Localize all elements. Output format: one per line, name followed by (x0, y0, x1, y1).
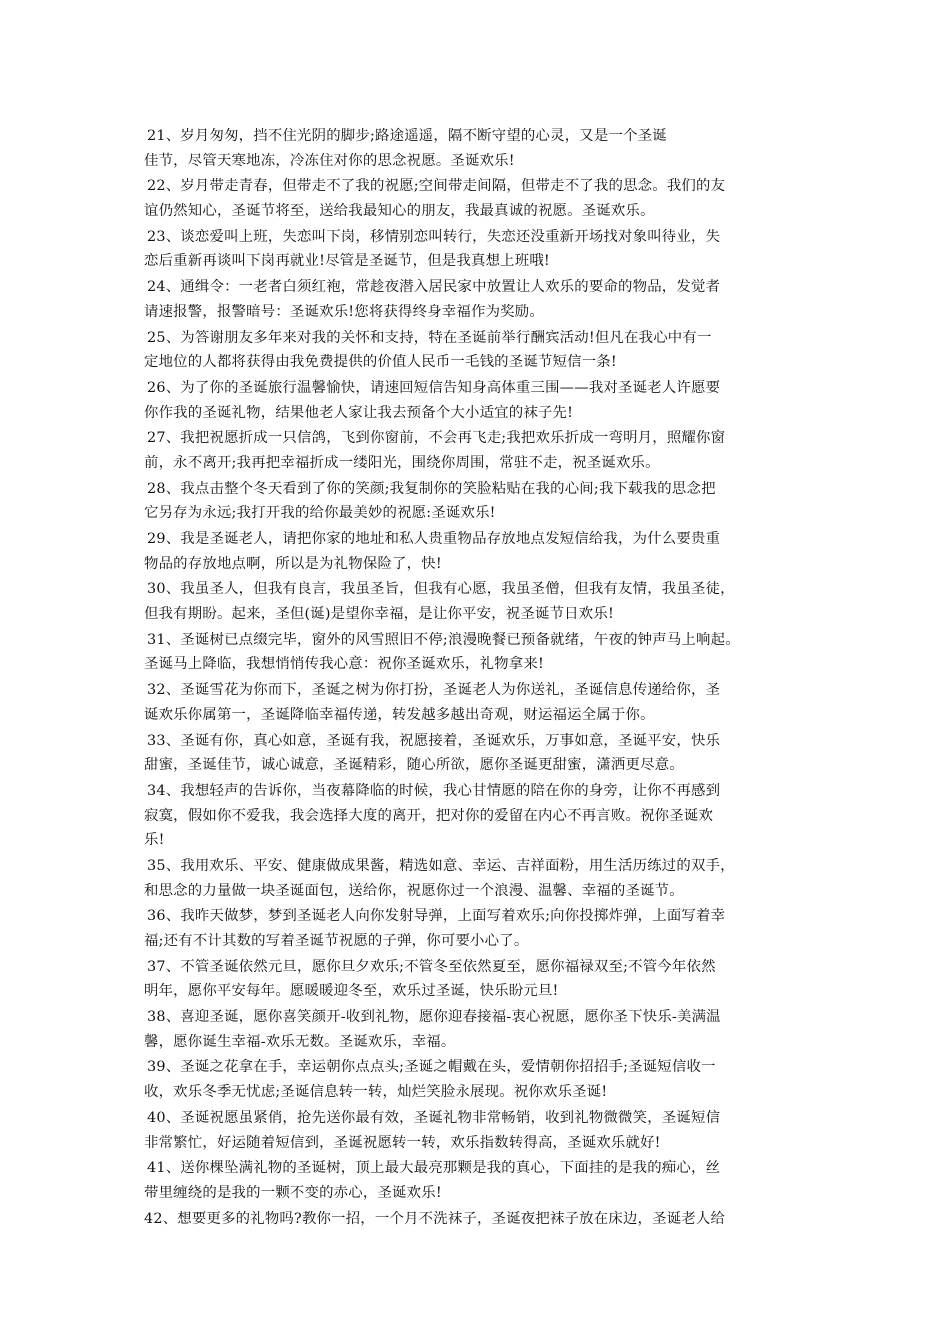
paragraph (144, 577, 814, 626)
paragraph-line: 28、我点击整个冬天看到了你的笑颜;我复制你的笑脸粘贴在我的心间;我下载我的思念把 (147, 480, 716, 497)
paragraph (144, 275, 814, 324)
document-body (144, 124, 814, 1232)
paragraph-line: 圣诞马上降临，我想悄悄传我心意：祝你圣诞欢乐，礼物拿来! (144, 656, 544, 673)
paragraph (144, 628, 814, 677)
paragraph (144, 955, 814, 1004)
paragraph (144, 1005, 814, 1054)
paragraph-line: 佳节，尽管天寒地冻，冷冻住对你的思念祝愿。圣诞欢乐! (144, 152, 515, 169)
paragraph-line: 甜蜜，圣诞佳节，诚心诚意，圣诞精彩，随心所欲，愿你圣诞更甜蜜，潇洒更尽意。 (144, 757, 684, 774)
paragraph-line: 非常繁忙，好运随着短信到，圣诞祝愿转一转，欢乐指数转得高，圣诞欢乐就好! (144, 1134, 661, 1151)
paragraph-line: 它另存为永远;我打开我的给你最美妙的祝愿:圣诞欢乐! (144, 505, 496, 522)
paragraph-line: 37、不管圣诞依然元旦，愿你旦夕欢乐;不管冬至依然夏至，愿你福禄双至;不管今年依然 (147, 958, 716, 975)
paragraph-line: 41、送你棵坠满礼物的圣诞树，顶上最大最亮那颗是我的真心，下面挂的是我的痴心，丝 (147, 1160, 721, 1177)
paragraph-line: 21、岁月匆匆，挡不住光阴的脚步;路途遥遥，隔不断守望的心灵，又是一个圣诞 (147, 128, 667, 144)
paragraph-line: 40、圣诞祝愿虽紧俏，抢先送你最有效，圣诞礼物非常畅销，收到礼物微微笑，圣诞短信 (147, 1109, 721, 1126)
paragraph-line: 馨，愿你诞生幸福-欢乐无数。圣诞欢乐，幸福。 (144, 1033, 456, 1050)
paragraph (144, 376, 814, 425)
paragraph-line: 23、谈恋爱叫上班，失恋叫下岗，移情别恋叫转行，失恋还没重新开场找对象叫待业，失 (147, 228, 721, 245)
paragraph-line: 24、通缉令：一老者白须红袍，常趁夜潜入居民家中放置让人欢乐的要命的物品，发觉者 (147, 279, 721, 296)
paragraph (144, 124, 814, 173)
paragraph-line: 26、为了你的圣诞旅行温馨愉快，请速回短信告知身高体重三围——我对圣诞老人许愿要 (147, 379, 721, 396)
paragraph-line: 明年，愿你平安每年。愿暖暖迎冬至，欢乐过圣诞，快乐盼元旦! (144, 983, 559, 1000)
paragraph-line: 36、我昨天做梦，梦到圣诞老人向你发射导弹，上面写着欢乐;向你投掷炸弹，上面写着幸 (147, 908, 726, 925)
paragraph-line: 38、喜迎圣诞，愿你喜笑颜开-收到礼物，愿你迎春接福-衷心祝愿，愿你圣下快乐-美满温 (147, 1009, 721, 1026)
paragraph-line: 25、为答谢朋友多年来对我的关怀和支持，特在圣诞前举行酬宾活动!但凡在我心中有一 (147, 329, 712, 346)
paragraph-line: 寂寞，假如你不爱我，我会选择大度的离开，把对你的爱留在内心不再言败。祝你圣诞欢 (144, 807, 714, 824)
paragraph-line: 27、我把祝愿折成一只信鸽，飞到你窗前，不会再飞走;我把欢乐折成一弯明月，照耀你窗 (147, 430, 726, 447)
paragraph (144, 477, 814, 526)
paragraph-line: 物品的存放地点啊，所以是为礼物保险了，快! (144, 555, 442, 572)
paragraph (144, 678, 814, 727)
paragraph (144, 854, 814, 903)
paragraph-line: 收，欢乐冬季无忧虑;圣诞信息转一转，灿烂笑脸永展现。祝你欢乐圣诞! (144, 1084, 608, 1101)
paragraph-line: 34、我想轻声的告诉你，当夜幕降临的时候，我心甘情愿的陪在你的身旁，让你不再感到 (147, 782, 721, 799)
paragraph-line: 22、岁月带走青春，但带走不了我的祝愿;空间带走间隔，但带走不了我的思念。我们的友 (147, 178, 726, 195)
paragraph (144, 729, 814, 778)
paragraph-line: 诞欢乐你属第一，圣诞降临幸福传递，转发越多越出奇观，财运福运全属于你。 (144, 706, 655, 723)
paragraph-line: 乐! (144, 832, 165, 849)
paragraph-line: 39、圣诞之花拿在手，幸运朝你点点头;圣诞之帽戴在头，爱情朝你招招手;圣诞短信收一 (147, 1059, 716, 1076)
paragraph-line: 谊仍然知心，圣诞节将至，送给我最知心的朋友，我最真诚的祝愿。圣诞欢乐。 (144, 203, 655, 220)
paragraph-line: 福;还有不计其数的写着圣诞节祝愿的子弹，你可要小心了。 (144, 933, 529, 949)
paragraph-line: 定地位的人都将获得由我免费提供的价值人民币一毛钱的圣诞节短信一条! (144, 354, 617, 371)
paragraph (144, 527, 814, 576)
paragraph-line: 带里缠绕的是我的一颗不变的赤心，圣诞欢乐! (144, 1184, 442, 1201)
paragraph-line: 42、想要更多的礼物吗?教你一招，一个月不洗袜子，圣诞夜把袜子放在床边，圣诞老人给 (144, 1210, 726, 1227)
paragraph-line: 29、我是圣诞老人，请把你家的地址和私人贵重物品存放地点发短信给我，为什么要贵重 (147, 531, 721, 547)
paragraph (144, 904, 814, 953)
paragraph (144, 426, 814, 475)
paragraph-line: 30、我虽圣人，但我有良言，我虽圣旨，但我有心愿，我虽圣僧，但我有友情，我虽圣徒， (147, 581, 735, 598)
paragraph (144, 174, 814, 223)
paragraph (144, 1055, 814, 1104)
paragraph (144, 779, 814, 853)
paragraph (144, 1106, 814, 1155)
paragraph-line: 请速报警，报警暗号：圣诞欢乐!您将获得终身幸福作为奖励。 (144, 303, 544, 320)
paragraph-line: 你作我的圣诞礼物，结果他老人家让我去预备个大小适宜的袜子先! (144, 404, 574, 421)
paragraph (144, 225, 814, 274)
paragraph-line: 31、圣诞树已点缀完毕，窗外的风雪照旧不停;浪漫晚餐已预备就绪，午夜的钟声马上响起。 (147, 631, 740, 648)
paragraph-line: 33、圣诞有你，真心如意，圣诞有我，祝愿接着，圣诞欢乐，万事如意，圣诞平安，快乐 (147, 732, 721, 749)
paragraph (144, 1207, 814, 1232)
paragraph-line: 恋后重新再谈叫下岗再就业!尽管是圣诞节，但是我真想上班哦! (144, 253, 550, 270)
paragraph-line: 35、我用欢乐、平安、健康做成果酱，精选如意、幸运、吉祥面粉，用生活历练过的双手， (147, 857, 735, 874)
paragraph-line: 前，永不离开;我再把幸福折成一缕阳光，围绕你周围，常驻不走，祝圣诞欢乐。 (144, 454, 660, 471)
paragraph (144, 326, 814, 375)
paragraph-line: 但我有期盼。起来，圣但(诞)是望你幸福，是让你平安，祝圣诞节日欢乐! (144, 606, 614, 623)
paragraph-line: 32、圣诞雪花为你而下，圣诞之树为你打扮，圣诞老人为你送礼，圣诞信息传递给你，圣 (147, 682, 721, 699)
paragraph-line: 和思念的力量做一块圣诞面包，送给你，祝愿你过一个浪漫、温馨、幸福的圣诞节。 (144, 882, 684, 899)
paragraph (144, 1156, 814, 1205)
